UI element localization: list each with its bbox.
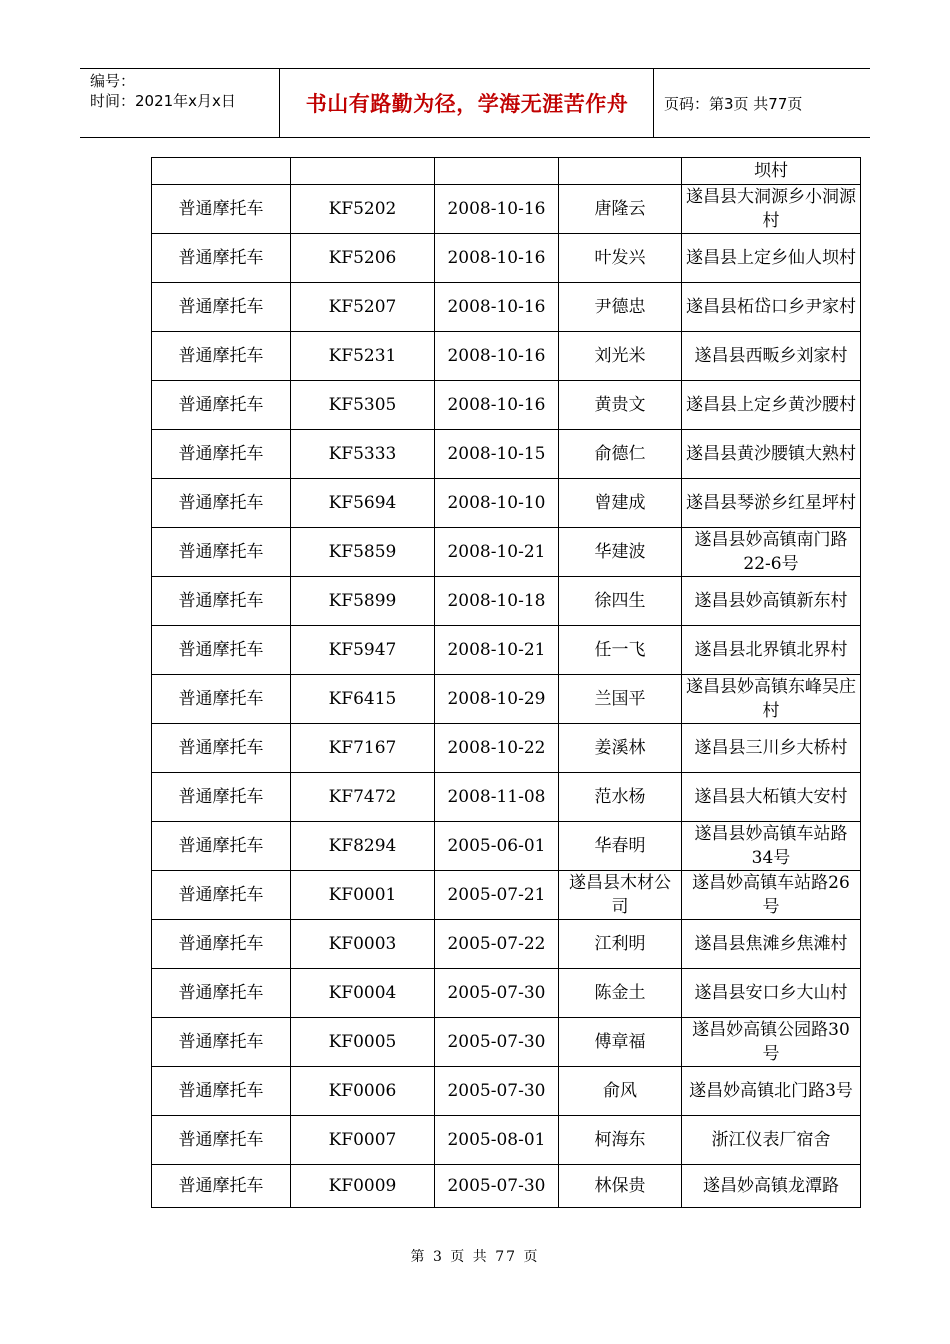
address-cell: 遂昌妙高镇公园路30号 — [682, 1018, 861, 1067]
table-row — [152, 724, 861, 773]
date-cell: 2005-08-01 — [435, 1116, 559, 1165]
vehicle-type-cell: 普通摩托车 — [152, 871, 291, 920]
header-meta — [80, 69, 280, 137]
table-row — [152, 1165, 861, 1208]
owner-cell: 叶发兴 — [559, 234, 682, 283]
plate-number-cell: KF5206 — [291, 234, 435, 283]
address-cell: 遂昌县西畈乡刘家村 — [682, 332, 861, 381]
plate-number-cell: KF0007 — [291, 1116, 435, 1165]
vehicle-type-cell — [152, 158, 291, 185]
date-cell: 2005-06-01 — [435, 822, 559, 871]
document-number-label: 编号： — [90, 72, 136, 90]
plate-number-cell: KF5899 — [291, 577, 435, 626]
date-cell: 2005-07-30 — [435, 1165, 559, 1208]
address-cell: 遂昌县妙高镇新东村 — [682, 577, 861, 626]
header-motto: 书山有路勤为径，学海无涯苦作舟 — [281, 69, 654, 137]
address-cell: 遂昌县三川乡大桥村 — [682, 724, 861, 773]
table-row — [152, 822, 861, 871]
table-row — [152, 773, 861, 822]
vehicle-type-cell: 普通摩托车 — [152, 773, 291, 822]
table-row — [152, 577, 861, 626]
plate-number-cell: KF5947 — [291, 626, 435, 675]
date-cell: 2008-10-10 — [435, 479, 559, 528]
address-cell: 遂昌县焦滩乡焦滩村 — [682, 920, 861, 969]
date-cell: 2008-10-21 — [435, 528, 559, 577]
table-row — [152, 675, 861, 724]
plate-number-cell: KF7472 — [291, 773, 435, 822]
owner-cell: 尹德忠 — [559, 283, 682, 332]
plate-number-cell: KF5333 — [291, 430, 435, 479]
owner-cell: 徐四生 — [559, 577, 682, 626]
address-cell: 浙江仪表厂宿舍 — [682, 1116, 861, 1165]
table-body — [152, 158, 861, 1208]
plate-number-cell: KF0001 — [291, 871, 435, 920]
vehicle-type-cell: 普通摩托车 — [152, 1165, 291, 1208]
date-cell: 2005-07-30 — [435, 969, 559, 1018]
vehicle-type-cell: 普通摩托车 — [152, 920, 291, 969]
plate-number-cell: KF5202 — [291, 185, 435, 234]
address-cell: 遂昌县大柘镇大安村 — [682, 773, 861, 822]
date-cell: 2008-10-16 — [435, 283, 559, 332]
vehicle-type-cell: 普通摩托车 — [152, 430, 291, 479]
owner-cell: 俞德仁 — [559, 430, 682, 479]
table-row — [152, 479, 861, 528]
owner-cell: 江利明 — [559, 920, 682, 969]
table-row — [152, 1067, 861, 1116]
table-row — [152, 920, 861, 969]
plate-number-cell: KF0009 — [291, 1165, 435, 1208]
table-row-continued — [152, 158, 861, 185]
plate-number-cell: KF6415 — [291, 675, 435, 724]
date-cell: 2008-11-08 — [435, 773, 559, 822]
vehicle-type-cell: 普通摩托车 — [152, 969, 291, 1018]
date-cell: 2008-10-16 — [435, 332, 559, 381]
owner-cell: 林保贵 — [559, 1165, 682, 1208]
vehicle-type-cell: 普通摩托车 — [152, 626, 291, 675]
plate-number-cell: KF8294 — [291, 822, 435, 871]
plate-number-cell: KF0003 — [291, 920, 435, 969]
owner-cell: 傅章福 — [559, 1018, 682, 1067]
table-row — [152, 185, 861, 234]
address-cell: 遂昌县妙高镇东峰吴庄村 — [682, 675, 861, 724]
address-cell: 遂昌县安口乡大山村 — [682, 969, 861, 1018]
address-cell: 遂昌县妙高镇南门路22-6号 — [682, 528, 861, 577]
vehicle-type-cell: 普通摩托车 — [152, 185, 291, 234]
plate-number-cell — [291, 158, 435, 185]
plate-number-cell: KF7167 — [291, 724, 435, 773]
date-cell: 2008-10-16 — [435, 185, 559, 234]
date-cell: 2005-07-22 — [435, 920, 559, 969]
vehicle-type-cell: 普通摩托车 — [152, 1067, 291, 1116]
table-row — [152, 1116, 861, 1165]
vehicle-type-cell: 普通摩托车 — [152, 283, 291, 332]
table-row — [152, 283, 861, 332]
date-cell: 2008-10-21 — [435, 626, 559, 675]
address-cell: 遂昌妙高镇北门路3号 — [682, 1067, 861, 1116]
owner-cell: 柯海东 — [559, 1116, 682, 1165]
owner-cell: 任一飞 — [559, 626, 682, 675]
vehicle-type-cell: 普通摩托车 — [152, 528, 291, 577]
owner-cell — [559, 158, 682, 185]
plate-number-cell: KF5231 — [291, 332, 435, 381]
owner-cell: 兰国平 — [559, 675, 682, 724]
table-row — [152, 234, 861, 283]
date-cell: 2008-10-16 — [435, 381, 559, 430]
vehicle-type-cell: 普通摩托车 — [152, 577, 291, 626]
address-cell: 遂昌县大洞源乡小洞源村 — [682, 185, 861, 234]
address-cell: 遂昌县上定乡仙人坝村 — [682, 234, 861, 283]
date-cell: 2008-10-18 — [435, 577, 559, 626]
address-cell: 遂昌妙高镇车站路26号 — [682, 871, 861, 920]
vehicle-type-cell: 普通摩托车 — [152, 675, 291, 724]
page-header — [80, 68, 870, 138]
owner-cell: 姜溪林 — [559, 724, 682, 773]
owner-cell: 华春明 — [559, 822, 682, 871]
address-cell: 遂昌妙高镇龙潭路 — [682, 1165, 861, 1208]
date-cell: 2008-10-15 — [435, 430, 559, 479]
date-cell: 2008-10-16 — [435, 234, 559, 283]
address-cell: 遂昌县妙高镇车站路34号 — [682, 822, 861, 871]
address-cell: 遂昌县上定乡黄沙腰村 — [682, 381, 861, 430]
table-row — [152, 430, 861, 479]
date-cell: 2005-07-21 — [435, 871, 559, 920]
vehicle-type-cell: 普通摩托车 — [152, 1018, 291, 1067]
page-footer: 第 3 页 共 77 页 — [410, 1249, 540, 1265]
vehicle-registration-table — [151, 157, 861, 1208]
date-cell — [435, 158, 559, 185]
address-cell: 遂昌县黄沙腰镇大熟村 — [682, 430, 861, 479]
owner-cell: 俞风 — [559, 1067, 682, 1116]
plate-number-cell: KF0006 — [291, 1067, 435, 1116]
address-cell: 坝村 — [682, 158, 861, 185]
plate-number-cell: KF5859 — [291, 528, 435, 577]
address-cell: 遂昌县琴淤乡红星坪村 — [682, 479, 861, 528]
owner-cell: 范水杨 — [559, 773, 682, 822]
table-row — [152, 381, 861, 430]
vehicle-type-cell: 普通摩托车 — [152, 822, 291, 871]
table-row — [152, 626, 861, 675]
table-row — [152, 871, 861, 920]
date-cell: 2008-10-29 — [435, 675, 559, 724]
owner-cell: 遂昌县木材公司 — [559, 871, 682, 920]
table-row — [152, 969, 861, 1018]
document-time-label: 时间：2021年x月x日 — [90, 92, 236, 110]
table-row — [152, 332, 861, 381]
owner-cell: 黄贵文 — [559, 381, 682, 430]
vehicle-type-cell: 普通摩托车 — [152, 332, 291, 381]
owner-cell: 陈金土 — [559, 969, 682, 1018]
date-cell: 2008-10-22 — [435, 724, 559, 773]
owner-cell: 曾建成 — [559, 479, 682, 528]
vehicle-type-cell: 普通摩托车 — [152, 234, 291, 283]
header-page-info: 页码：第3页 共77页 — [664, 94, 803, 113]
plate-number-cell: KF5694 — [291, 479, 435, 528]
vehicle-type-cell: 普通摩托车 — [152, 479, 291, 528]
table-row — [152, 1018, 861, 1067]
owner-cell: 华建波 — [559, 528, 682, 577]
vehicle-type-cell: 普通摩托车 — [152, 724, 291, 773]
plate-number-cell: KF0004 — [291, 969, 435, 1018]
owner-cell: 刘光米 — [559, 332, 682, 381]
vehicle-type-cell: 普通摩托车 — [152, 1116, 291, 1165]
table-row — [152, 528, 861, 577]
plate-number-cell: KF5207 — [291, 283, 435, 332]
address-cell: 遂昌县柘岱口乡尹家村 — [682, 283, 861, 332]
owner-cell: 唐隆云 — [559, 185, 682, 234]
vehicle-type-cell: 普通摩托车 — [152, 381, 291, 430]
address-cell: 遂昌县北界镇北界村 — [682, 626, 861, 675]
plate-number-cell: KF0005 — [291, 1018, 435, 1067]
date-cell: 2005-07-30 — [435, 1018, 559, 1067]
date-cell: 2005-07-30 — [435, 1067, 559, 1116]
plate-number-cell: KF5305 — [291, 381, 435, 430]
